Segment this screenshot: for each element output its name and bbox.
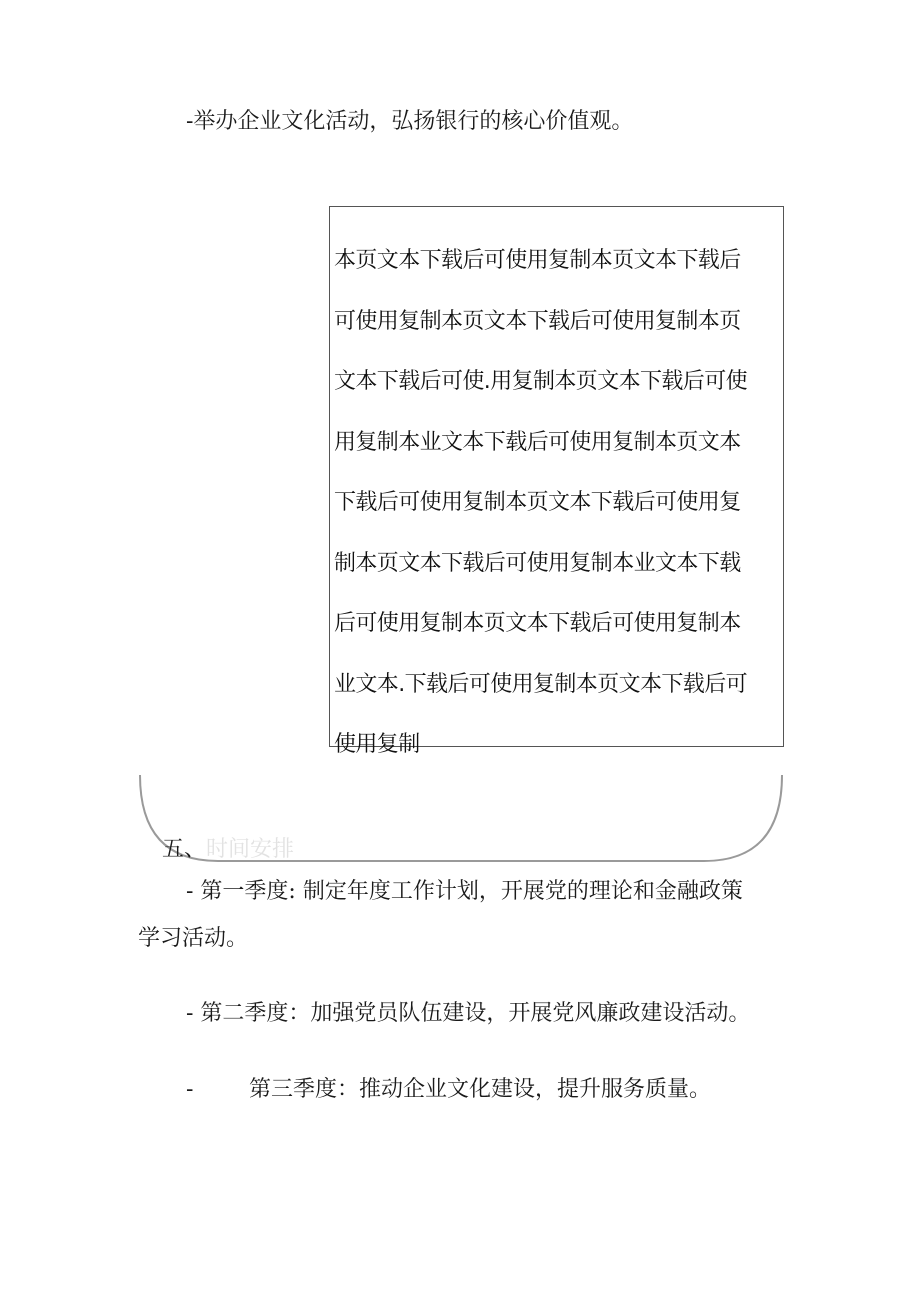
- section-title-faded: 时间安排: [206, 837, 295, 862]
- section-number: 五、: [162, 837, 207, 862]
- watermark-line: 制本页文本下载后可使用复制本业文本下载: [334, 550, 741, 576]
- section-heading: [162, 836, 294, 864]
- intro-paragraph: -举办企业文化活动，弘扬银行的核心价值观。: [186, 109, 634, 134]
- watermark-line: 用复制本业文本下载后可使用复制本页文本: [334, 429, 741, 455]
- watermark-line: 文本下载后可使.用复制本页文本下载后可使: [334, 369, 747, 394]
- schedule-q3: 第三季度：推动企业文化建设，提升服务质量。: [249, 1077, 712, 1102]
- watermark-line: 下载后可使用复制本页文本下载后可使用复: [334, 490, 741, 515]
- watermark-line: 本页文本下载后可使用复制本页文本下载后: [334, 248, 741, 273]
- watermark-line: 可使用复制本页文本下载后可使用复制本页: [334, 308, 741, 334]
- watermark-text-box: [329, 206, 784, 757]
- watermark-line: 业文本.下载后可使用复制本页文本下载后可: [334, 671, 747, 697]
- schedule-q1-line2: 学习活动。: [138, 926, 249, 951]
- schedule-q3-bullet: -: [186, 1077, 194, 1102]
- schedule-q2: - 第二季度：加强党员队伍建设，开展党风廉政建设活动。: [186, 1001, 751, 1026]
- watermark-line: 后可使用复制本页文本下载后可使用复制本: [334, 611, 741, 636]
- schedule-q1-line1: - 第一季度: 制定年度工作计划，开展党的理论和金融政策: [186, 879, 743, 904]
- watermark-line: 使用复制: [334, 732, 420, 757]
